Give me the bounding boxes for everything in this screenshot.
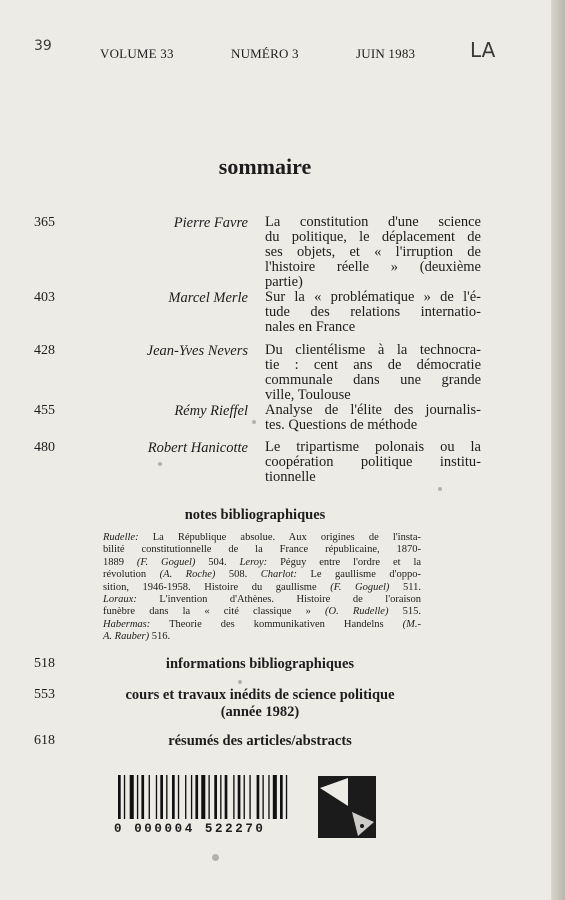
notes-text-run: sition, 1946-1958. Histoire du gaullisme — [103, 581, 331, 593]
notes-text-run: 504. — [195, 556, 240, 568]
barcode-bar — [208, 775, 209, 819]
article-title-line: communale dans une grande — [265, 372, 481, 388]
barcode-icon — [114, 775, 308, 823]
barcode-bar — [137, 775, 138, 819]
barcode-bar — [244, 775, 245, 819]
article-author: Jean-Yves Nevers — [146, 343, 248, 359]
notes-body — [103, 532, 421, 644]
notes-line — [103, 557, 421, 569]
barcode-bar — [233, 775, 234, 819]
barcode-bar — [160, 775, 163, 819]
notes-italic-run: Charlot: — [260, 569, 297, 581]
article-author: Pierre Favre — [173, 215, 248, 231]
barcode-bar — [262, 775, 263, 819]
article-title — [265, 403, 481, 433]
article-title-line: nales en France — [265, 319, 356, 335]
notes-text-run: révolution — [103, 569, 160, 581]
page-title: sommaire — [218, 154, 312, 179]
article-title — [265, 343, 481, 403]
notes-italic-run: (F. Goguel) — [136, 556, 196, 568]
article-author: Rémy Rieffel — [174, 403, 248, 419]
notes-text-run: funèbre dans la « cité classique » — [103, 606, 326, 618]
notes-text-run: bilité constitutionnelle de la France républicaine, 1870- — [103, 544, 421, 556]
notes-line — [103, 606, 421, 618]
notes-text-run: Theorie des kommunikativen Handelns — [150, 618, 403, 630]
notes-italic-run: A. Rauber) — [103, 631, 150, 643]
notes-line — [103, 544, 421, 556]
barcode-bar — [220, 775, 221, 819]
article-title — [265, 215, 481, 290]
notes-italic-run: (F. Goguel) — [330, 581, 390, 593]
section-page-number: 553 — [34, 687, 55, 702]
barcode-bar — [118, 775, 121, 819]
issue-number: NUMÉRO 3 — [231, 46, 299, 61]
handwritten-initials: LA — [470, 38, 496, 62]
article-title — [265, 290, 481, 335]
barcode-bar — [178, 775, 179, 819]
section-title-line: cours et travaux inédits de science politique — [125, 687, 395, 703]
notes-text-run: 511. — [389, 581, 421, 593]
barcode-bar — [257, 775, 260, 819]
notes-line — [103, 631, 421, 643]
notes-italic-run: Habermas: — [103, 618, 151, 630]
article-title-line: tie : cent ans de démocratie — [265, 357, 481, 373]
article-author: Robert Hanicotte — [147, 440, 248, 456]
article-title-line: Sur la « problématique » de l'é- — [265, 289, 481, 305]
notes-line — [103, 619, 421, 631]
notes-text-run: 515. — [388, 606, 421, 618]
notes-text-run: 1889 — [103, 556, 137, 568]
notes-heading: notes bibliographiques — [184, 507, 326, 523]
article-title-line: coopération politique institu- — [265, 454, 481, 470]
article-title-line: tes. Questions de méthode — [265, 417, 418, 433]
paper-speck — [252, 420, 256, 424]
notes-italic-run: Loraux: — [103, 594, 137, 606]
barcode-digits: 0 000004 522270 — [114, 822, 266, 836]
article-title-line: l'histoire réelle » (deuxième — [265, 259, 481, 275]
article-title-line: tionnelle — [265, 469, 316, 485]
page-edge — [551, 0, 565, 900]
publisher-logo-icon — [318, 776, 376, 838]
article-title-line: partie) — [265, 274, 303, 290]
notes-line — [103, 569, 421, 581]
article-title-line: La constitution d'une science — [265, 214, 481, 230]
paper-speck — [238, 680, 242, 684]
barcode-bar — [185, 775, 186, 819]
paper-speck — [438, 487, 442, 491]
barcode-bar — [149, 775, 150, 819]
notes-italic-run: Rudelle: — [103, 532, 139, 543]
notes-line — [103, 532, 421, 544]
barcode-bar — [214, 775, 217, 819]
barcode-bar — [191, 775, 192, 819]
barcode-bar — [225, 775, 228, 819]
notes-text-run: 516. — [149, 631, 171, 643]
article-title-line: ville, Toulouse — [265, 387, 351, 403]
notes-italic-run: (M.- — [402, 618, 421, 630]
barcode-bar — [195, 775, 198, 819]
notes-text-run: 508. — [215, 569, 261, 581]
section-page-number: 618 — [34, 733, 55, 748]
notes-text-run: L'invention d'Athènes. Histoire de l'oraison — [136, 594, 421, 606]
notes-line — [103, 582, 421, 594]
handwritten-number: 39 — [34, 38, 52, 54]
section-title — [90, 733, 430, 750]
notes-text-run: Péguy entre l'ordre et la — [267, 556, 422, 568]
article-page-number: 455 — [34, 403, 55, 418]
barcode-bar — [201, 775, 205, 819]
notes-italic-run: Leroy: — [239, 556, 268, 568]
article-title-line: ses objets, et « l'irruption de — [265, 244, 481, 260]
issue-date: JUIN 1983 — [356, 46, 416, 61]
article-title-line: Le tripartisme polonais ou la — [265, 439, 481, 455]
barcode-bar — [141, 775, 144, 819]
section-title-line: (année 1982) — [220, 704, 300, 720]
volume-label: VOLUME 33 — [100, 46, 174, 61]
barcode-bar — [286, 775, 287, 819]
article-page-number: 403 — [34, 290, 55, 305]
article-page-number: 365 — [34, 215, 55, 230]
barcode-bar — [280, 775, 283, 819]
barcode-bar — [249, 775, 250, 819]
paper-speck — [158, 462, 162, 466]
article-title — [265, 440, 481, 485]
section-page-number: 518 — [34, 656, 55, 671]
barcode-bar — [273, 775, 277, 819]
article-author: Marcel Merle — [168, 290, 248, 306]
notes-italic-run: (A. Roche) — [159, 569, 216, 581]
barcode-bar — [166, 775, 167, 819]
barcode-bar — [124, 775, 125, 819]
article-page-number: 480 — [34, 440, 55, 455]
section-title-line: informations bibliographiques — [165, 656, 355, 672]
section-title — [90, 687, 430, 721]
barcode-bar — [156, 775, 157, 819]
notes-text-run: Le gaullisme d'oppo- — [296, 569, 421, 581]
paper-speck — [212, 854, 219, 861]
section-title — [90, 656, 430, 673]
section-title-line: résumés des articles/abstracts — [168, 733, 352, 749]
barcode-bar — [238, 775, 241, 819]
article-title-line: du politique, le déplacement de — [265, 229, 481, 245]
notes-italic-run: (O. Rudelle) — [325, 606, 389, 618]
barcode-bar — [172, 775, 175, 819]
barcode-bar — [130, 775, 134, 819]
barcode-bar — [268, 775, 269, 819]
article-page-number: 428 — [34, 343, 55, 358]
article-title-line: Du clientélisme à la technocra- — [265, 342, 481, 358]
article-title-line: tude des relations internatio- — [265, 304, 481, 320]
notes-line — [103, 594, 421, 606]
article-title-line: Analyse de l'élite des journalis- — [265, 402, 481, 418]
notes-text-run: La République absolue. Aux origines de l'insta- — [138, 532, 421, 543]
